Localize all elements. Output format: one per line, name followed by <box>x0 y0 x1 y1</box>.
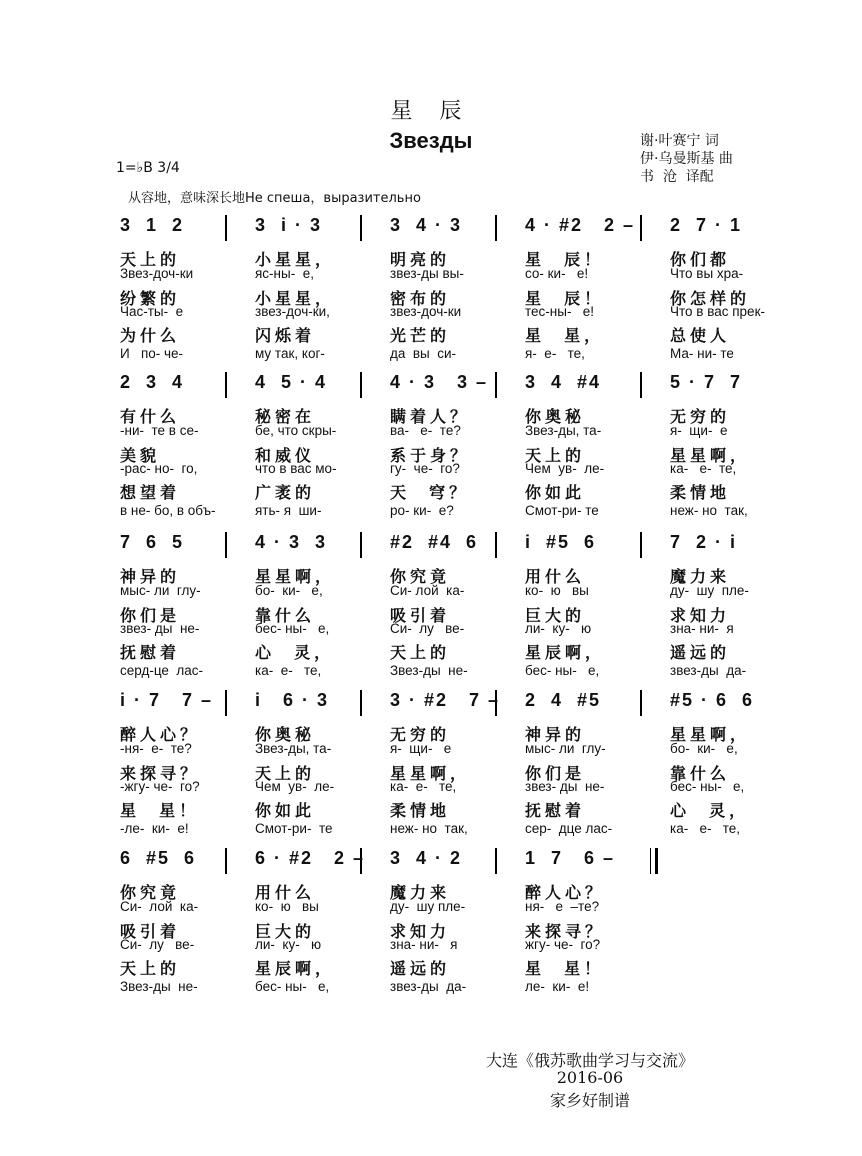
lyric-segment: бе, что скры- <box>255 423 337 438</box>
measure-notes: i · 7 7 – <box>120 690 214 710</box>
lyric-segment: я- щи- е <box>390 741 452 756</box>
footer-date: 2016-06 <box>556 1068 624 1087</box>
lyric-segment: Звез-ды, та- <box>255 741 332 756</box>
lyric-segment: 心 灵， <box>255 643 335 662</box>
lyric-segment: 为什么 <box>120 326 181 345</box>
lyric-segment: 遥远的 <box>390 959 451 978</box>
lyric-segment: яс-ны- е, <box>255 266 314 281</box>
lyric-segment: 天 穹？ <box>390 483 470 502</box>
lyric-segment: И по- че- <box>120 346 184 361</box>
lyric-segment: 神异的 <box>120 567 181 586</box>
lyric-segment: мыс- ли глу- <box>120 583 201 598</box>
footer-source: 大连《俄苏歌曲学习与交流》 <box>485 1051 694 1070</box>
lyric-segment: 总使人 <box>670 326 731 345</box>
lyric-segment: серд-це лас- <box>120 663 204 678</box>
lyric-segment: Чем ув- ле- <box>255 779 335 794</box>
lyric-segment: 星 辰！ <box>525 250 605 269</box>
measure-notes: 3 1 2 <box>120 215 185 235</box>
score-system <box>100 690 780 840</box>
lyric-segment: ка- е- те, <box>670 461 737 476</box>
lyric-segment: Смот-ри- те <box>525 503 599 518</box>
lyric-segment: бес- ны- е, <box>525 663 600 678</box>
credit-translator: 书 沧 译配 <box>640 169 714 185</box>
lyric-segment: 魔力来 <box>390 883 451 902</box>
tempo-marking: 从容地，意味深长地Не спеша，выразительно <box>128 191 421 206</box>
lyric-segment: 来探寻？ <box>525 922 606 941</box>
credit-composer: 伊·乌曼斯基 曲 <box>640 151 733 167</box>
measure-notes: i #5 6 <box>525 532 597 552</box>
lyric-segment: бес- ны- е, <box>255 621 330 636</box>
lyric-segment: 抚慰着 <box>120 643 181 662</box>
lyric-segment: со- ки- е! <box>525 266 589 281</box>
lyric-segment: ка- е- те, <box>670 821 741 836</box>
lyric-segment: Си- лой ка- <box>120 899 199 914</box>
lyric-segment: 秘密在 <box>255 407 316 426</box>
lyric-segment: 抚慰着 <box>525 801 586 820</box>
measure-notes: #5 · 6 6 <box>670 690 755 710</box>
title-ru: Звезды <box>389 128 473 153</box>
lyric-segment: 星星啊， <box>255 567 336 586</box>
lyric-segment: Звез-ды, та- <box>525 423 602 438</box>
lyric-segment: ять- я ши- <box>255 503 322 518</box>
lyric-segment: 想望着 <box>120 483 181 502</box>
lyric-segment: зна- ни- я <box>670 621 734 636</box>
lyric-segment: звез-ды вы- <box>390 266 464 281</box>
lyric-segment: звез- ды не- <box>525 779 605 794</box>
bar-line <box>640 372 642 398</box>
lyric-segment: да вы си- <box>390 346 457 361</box>
lyric-segment: ва- е- те? <box>390 423 461 438</box>
lyric-segment: ко- ю вы <box>525 583 589 598</box>
lyric-segment: 星星啊， <box>390 764 471 783</box>
lyric-segment: 无穷的 <box>390 725 451 744</box>
lyric-segment: 星 星！ <box>525 959 605 978</box>
lyric-segment: жгу- че- го? <box>525 937 601 952</box>
lyric-segment: ня- е –те? <box>525 899 600 914</box>
measure-notes: 2 7 · 1 <box>670 215 743 235</box>
lyric-segment: 星辰啊， <box>255 959 336 978</box>
lyric-segment: -ня- е- те? <box>120 741 192 756</box>
lyric-segment: ко- ю вы <box>255 899 319 914</box>
measure-notes: 3 · #2 7 – <box>390 690 501 710</box>
lyric-segment: звез-ды да- <box>670 663 747 678</box>
lyric-segment: 你奥秘 <box>525 407 586 426</box>
lyric-segment: 小星星， <box>255 250 336 269</box>
measure-notes: 1 7 6 – <box>525 848 616 868</box>
lyric-segment: -рас- но- го, <box>120 461 198 476</box>
lyric-segment: Си- лу ве- <box>390 621 465 636</box>
lyric-segment: 光芒的 <box>390 326 451 345</box>
lyric-segment: 求知力 <box>390 922 451 941</box>
lyric-segment: 遥远的 <box>670 643 731 662</box>
bar-line <box>495 372 497 398</box>
lyric-segment: Звез-ды не- <box>390 663 468 678</box>
bar-line <box>640 532 642 558</box>
bar-line <box>495 532 497 558</box>
lyric-segment: неж- но так, <box>390 821 468 836</box>
lyric-segment: 天上的 <box>390 643 451 662</box>
lyric-segment: 密布的 <box>390 289 451 308</box>
lyric-segment: ли- ку- ю <box>255 937 322 952</box>
lyric-segment: 广袤的 <box>255 483 316 502</box>
lyric-segment: Си- лой ка- <box>390 583 465 598</box>
lyric-segment: Час-ты- е <box>120 304 184 319</box>
lyric-segment: 星 辰！ <box>525 289 605 308</box>
lyric-segment: Ма- ни- те <box>670 346 734 361</box>
lyric-segment: 魔力来 <box>670 567 731 586</box>
bar-line <box>225 215 227 241</box>
lyric-segment: ка- е- те, <box>390 779 457 794</box>
lyric-segment: 闪烁着 <box>255 326 316 345</box>
measure-notes: 4 5 · 4 <box>255 372 328 392</box>
lyric-segment: 你们都 <box>670 250 731 269</box>
lyric-segment: Звез-ды не- <box>120 979 198 994</box>
lyric-segment: Си- лу ве- <box>120 937 195 952</box>
lyric-segment: 和威仪 <box>255 446 316 465</box>
lyric-segment: 求知力 <box>670 606 731 625</box>
lyric-segment: 你们是 <box>120 606 181 625</box>
lyric-segment: 神异的 <box>525 725 586 744</box>
lyric-segment: му так, ког- <box>255 346 325 361</box>
lyric-segment: 醉人心？ <box>120 725 201 744</box>
measure-notes: 4 · 3 3 – <box>390 372 489 392</box>
lyric-segment: что в вас мо- <box>255 461 337 476</box>
lyric-segment: 巨大的 <box>525 606 586 625</box>
measure-notes: 4 · 3 3 <box>255 532 328 552</box>
lyric-segment: 星 星， <box>525 326 605 345</box>
lyric-segment: 系于身？ <box>390 446 471 465</box>
lyric-segment: Звез-доч-ки <box>120 266 194 281</box>
lyric-segment: 来探寻？ <box>120 764 201 783</box>
bar-line <box>650 848 655 874</box>
lyric-segment: мыс- ли глу- <box>525 741 606 756</box>
lyric-segment: звез-доч-ки, <box>255 304 330 319</box>
lyric-segment: 瞒着人？ <box>390 407 471 426</box>
lyric-segment: -ни- те в се- <box>120 423 199 438</box>
bar-line <box>360 690 362 716</box>
lyric-segment: Смот-ри- те <box>255 821 333 836</box>
measure-notes: 3 4 · 2 <box>390 848 463 868</box>
lyric-segment: 你如此 <box>255 801 316 820</box>
lyric-segment: 星星啊， <box>670 725 751 744</box>
lyric-segment: Что в вас прек- <box>670 304 765 319</box>
lyric-segment: 小星星， <box>255 289 336 308</box>
lyric-segment: бо- ки- е, <box>670 741 738 756</box>
lyric-segment: в не- бо, в объ- <box>120 503 216 518</box>
lyric-segment: 你怎样的 <box>670 289 751 308</box>
lyric-segment: 靠什么 <box>255 606 316 625</box>
lyric-segment: 你们是 <box>525 764 586 783</box>
measure-notes: 3 i · 3 <box>255 215 323 235</box>
lyric-segment: 心 灵， <box>670 801 750 820</box>
lyric-segment: -ле- ки- е! <box>120 821 189 836</box>
lyric-segment: ли- ку- ю <box>525 621 592 636</box>
lyric-segment: неж- но так, <box>670 503 748 518</box>
title-cn: 星 辰 <box>390 99 472 124</box>
lyric-segment: сер- дце лас- <box>525 821 613 836</box>
lyric-segment: 明亮的 <box>390 250 451 269</box>
key-signature: 1=♭B 3/4 <box>116 160 180 176</box>
credit-lyricist: 谢·叶赛宁 词 <box>640 133 719 149</box>
lyric-segment: 用什么 <box>525 567 586 586</box>
lyric-segment: 星辰啊， <box>525 643 606 662</box>
lyric-segment: 柔情地 <box>670 483 731 502</box>
lyric-segment: 用什么 <box>255 883 316 902</box>
lyric-segment: 醉人心？ <box>525 883 606 902</box>
bar-line <box>360 372 362 398</box>
score-system <box>100 215 780 365</box>
lyric-segment: 你如此 <box>525 483 586 502</box>
lyric-segment: бо- ки- е, <box>255 583 323 598</box>
bar-line <box>225 532 227 558</box>
lyric-segment: тес-ны- е! <box>525 304 594 319</box>
lyric-segment: ро- ки- е? <box>390 503 454 518</box>
footer-maker: 家乡好制谱 <box>549 1091 630 1110</box>
lyric-segment: зна- ни- я <box>390 937 458 952</box>
bar-line <box>495 848 497 874</box>
lyric-segment: ка- е- те, <box>255 663 322 678</box>
measure-notes: #2 #4 6 <box>390 532 479 552</box>
lyric-segment: 有什么 <box>120 407 181 426</box>
measure-notes: 6 · #2 2 – <box>255 848 366 868</box>
lyric-segment: я- е- те, <box>525 346 585 361</box>
lyric-segment: 你奥秘 <box>255 725 316 744</box>
lyric-segment: звез-доч-ки <box>390 304 462 319</box>
lyric-segment: звез-ды да- <box>390 979 467 994</box>
lyric-segment: 吸引着 <box>120 922 181 941</box>
measure-notes: 6 #5 6 <box>120 848 197 868</box>
score-system <box>100 372 780 522</box>
lyric-segment: 天上的 <box>525 446 586 465</box>
score-system <box>100 848 780 998</box>
lyric-segment: 无穷的 <box>670 407 731 426</box>
lyric-segment: бес- ны- е, <box>670 779 745 794</box>
measure-notes: 2 4 #5 <box>525 690 602 710</box>
lyric-segment: ле- ки- е! <box>525 979 590 994</box>
lyric-segment: ду- шу пле- <box>390 899 466 914</box>
lyric-segment: 星星啊， <box>670 446 751 465</box>
bar-line <box>495 215 497 241</box>
lyric-segment: 你究竟 <box>390 567 451 586</box>
lyric-segment: 天上的 <box>120 959 181 978</box>
measure-notes: 3 4 #4 <box>525 372 602 392</box>
lyric-segment: звез- ды не- <box>120 621 200 636</box>
measure-notes: 5 · 7 7 <box>670 372 743 392</box>
score-system <box>100 532 780 682</box>
measure-notes: 7 6 5 <box>120 532 185 552</box>
lyric-segment: 靠什么 <box>670 764 731 783</box>
lyric-segment: 吸引着 <box>390 606 451 625</box>
bar-line <box>640 215 642 241</box>
measure-notes: 2 3 4 <box>120 372 185 392</box>
measure-notes: 3 4 · 3 <box>390 215 463 235</box>
lyric-segment: 你究竟 <box>120 883 181 902</box>
lyric-segment: гу- че- го? <box>390 461 460 476</box>
measure-notes: 7 2 · i <box>670 532 738 552</box>
measure-notes: 4 · #2 2 – <box>525 215 636 235</box>
bar-line <box>640 690 642 716</box>
bar-line <box>360 532 362 558</box>
lyric-segment: Чем ув- ле- <box>525 461 605 476</box>
lyric-segment: ду- шу пле- <box>670 583 749 598</box>
bar-line <box>360 215 362 241</box>
lyric-segment: бес- ны- е, <box>255 979 330 994</box>
lyric-segment: 星 星！ <box>120 801 200 820</box>
bar-line <box>225 690 227 716</box>
lyric-segment: Что вы хра- <box>670 266 744 281</box>
lyric-segment: 纷繁的 <box>120 289 181 308</box>
lyric-segment: 柔情地 <box>390 801 451 820</box>
measure-notes: i 6 · 3 <box>255 690 330 710</box>
bar-line <box>225 372 227 398</box>
bar-line <box>225 848 227 874</box>
lyric-segment: 天上的 <box>120 250 181 269</box>
lyric-segment: -жгу- че- го? <box>120 779 200 794</box>
lyric-segment: я- щи- е <box>670 423 728 438</box>
lyric-segment: 美貌 <box>120 446 161 465</box>
lyric-segment: 巨大的 <box>255 922 316 941</box>
lyric-segment: 天上的 <box>255 764 316 783</box>
